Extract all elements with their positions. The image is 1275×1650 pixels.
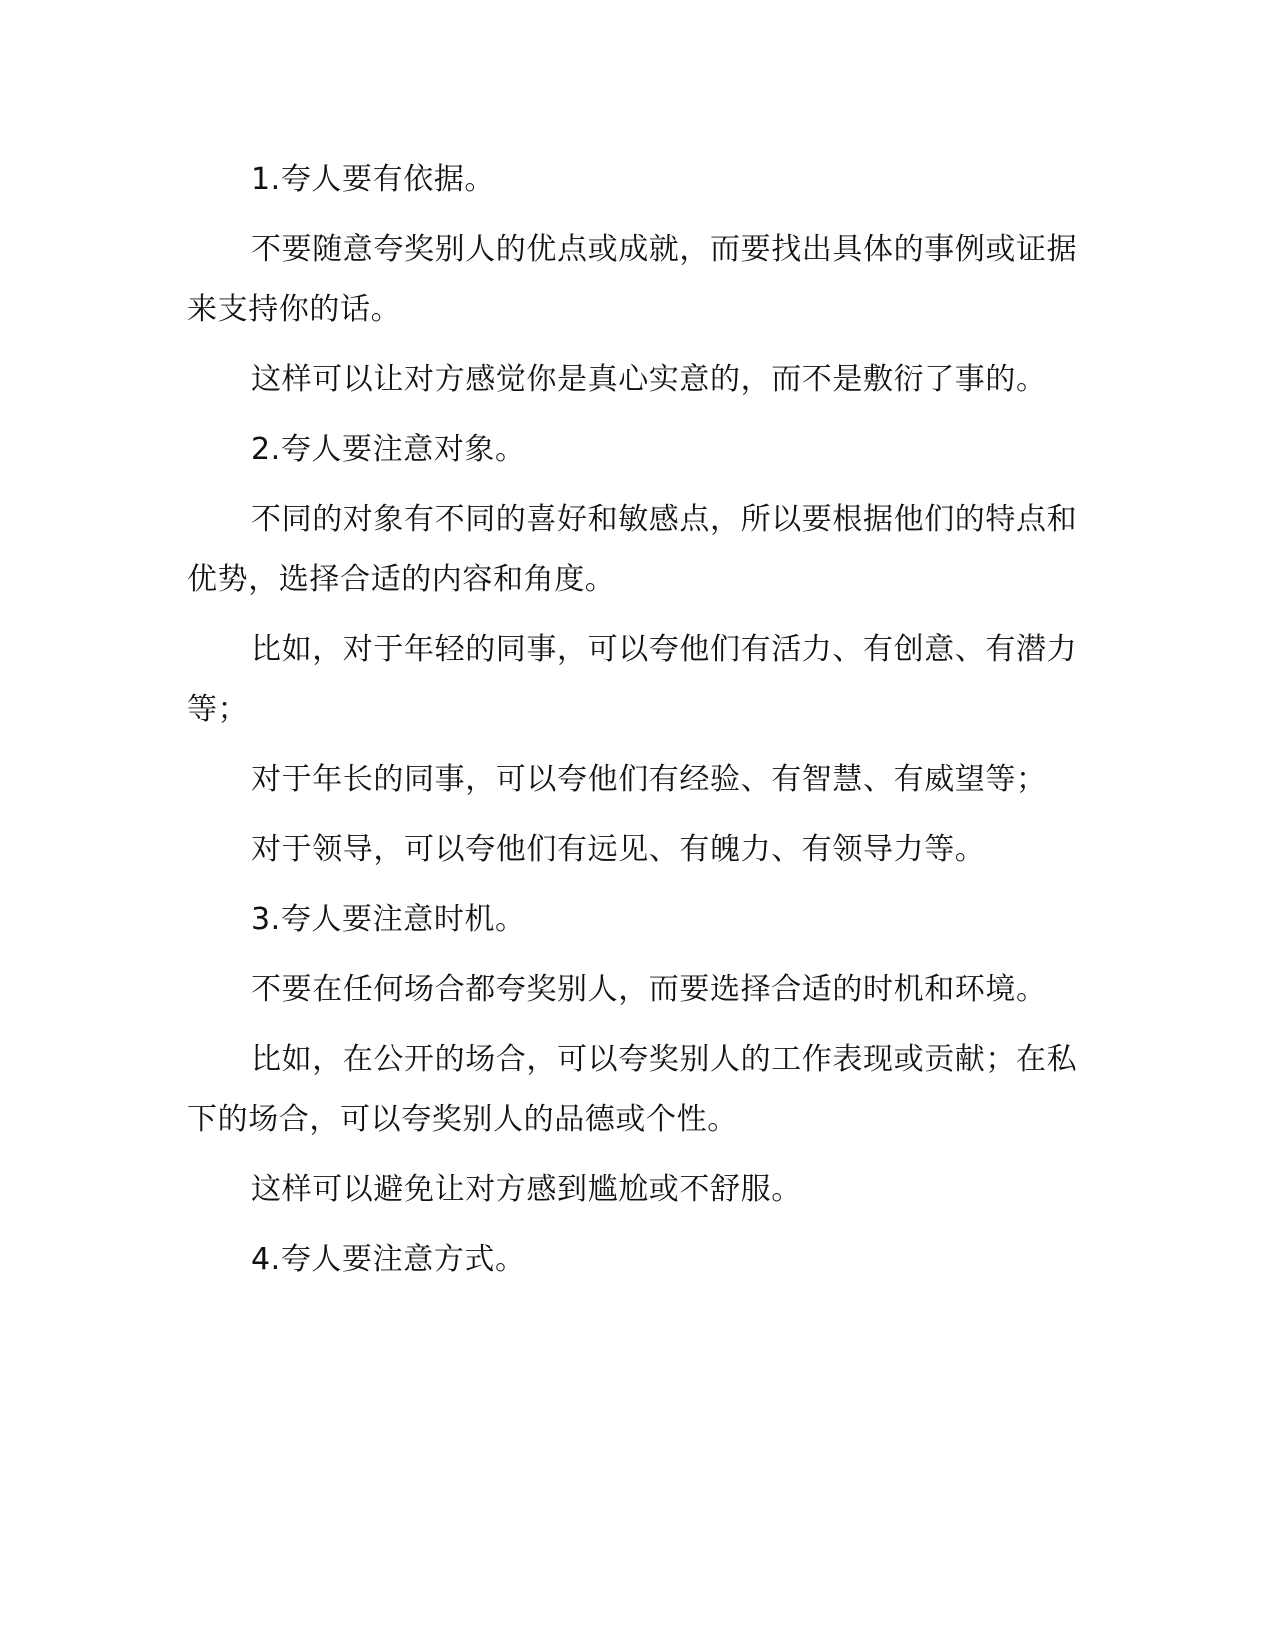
heading-4-manner: 4.夸人要注意方式。 [251, 1242, 526, 1277]
paragraph: 对于年长的同事，可以夸他们有经验、有智慧、有威望等； [251, 762, 1047, 797]
heading-2-audience: 2.夸人要注意对象。 [251, 432, 526, 467]
document-body [187, 150, 1092, 1300]
paragraph: 不同的对象有不同的喜好和敏感点，所以要根据他们的特点和优势，选择合适的内容和角度。 [187, 502, 1078, 597]
paragraph: 不要随意夸奖别人的优点或成就，而要找出具体的事例或证据来支持你的话。 [187, 232, 1078, 327]
paragraph: 不要在任何场合都夸奖别人，而要选择合适的时机和环境。 [251, 972, 1047, 1007]
heading-1-evidence: 1.夸人要有依据。 [251, 162, 496, 197]
paragraph: 对于领导，可以夸他们有远见、有魄力、有领导力等。 [251, 832, 986, 867]
paragraph: 这样可以避免让对方感到尴尬或不舒服。 [251, 1172, 802, 1207]
paragraph: 比如，对于年轻的同事，可以夸他们有活力、有创意、有潜力等； [187, 632, 1078, 727]
heading-3-timing: 3.夸人要注意时机。 [251, 902, 526, 937]
paragraph: 这样可以让对方感觉你是真心实意的，而不是敷衍了事的。 [251, 362, 1047, 397]
paragraph: 比如，在公开的场合，可以夸奖别人的工作表现或贡献；在私下的场合，可以夸奖别人的品德或个性。 [187, 1042, 1078, 1137]
